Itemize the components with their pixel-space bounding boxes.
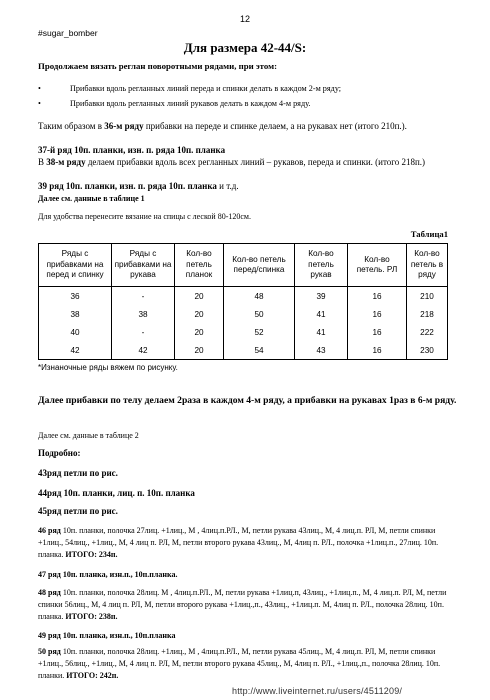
row-45: 45ряд петли по рис. <box>38 506 118 516</box>
author-tag: #sugar_bomber <box>38 28 98 38</box>
body-increase-text: Далее прибавки по телу делаем 2раза в каждом 4-м ряду, а прибавки на рукавах 1раз в 6-м ряду. <box>38 395 457 406</box>
row-50: 50 ряд 10п. планки, полочка 28лиц. +1лиц., М , 4лиц.п.РЛ., М, петли рукава 45лиц., М, 4 лиц.п. РЛ, М, петли спинки +1лиц., 56лиц., +1лиц., М, 4 лиц п. РЛ, М, петли второго рукава 45лиц., М, 4лиц п. РЛ., +1лиц.,п., полочка 28лиц. 10п. планки. ИТОГО: 242п. <box>38 647 441 680</box>
table-cell: 20 <box>175 323 224 341</box>
table-header: Кол-во петель перед/спинка <box>224 244 295 287</box>
bullet-icon: • <box>38 99 41 108</box>
table-header: Ряды с прибавками на рукава <box>112 244 175 287</box>
table-cell: 20 <box>175 341 224 360</box>
needles-note: Для удобства перенесите вязание на спицы с леской 80-120см. <box>38 212 251 221</box>
table-header: Кол-во петель рукав <box>295 244 348 287</box>
table-header: Кол-во петель планок <box>175 244 224 287</box>
row-46: 46 ряд 10п. планки, полочка 27лиц. +1лиц., М , 4лиц.п.РЛ., М, петли рукава 43лиц., М, 4 лиц.п. РЛ, М, петли спинки +1лиц., 54лиц., +1лиц., М, 4 лиц п. РЛ, М, петли второго рукава 43лиц., М, 4лиц п. РЛ., полочка +1лиц.п., 27лиц. 10п. планка. ИТОГО: 234п. <box>38 526 439 559</box>
table-cell: 16 <box>348 287 407 306</box>
table-cell: 230 <box>407 341 448 360</box>
table-cell: 52 <box>224 323 295 341</box>
table-row <box>39 305 448 323</box>
table-cell: 16 <box>348 305 407 323</box>
table-cell: 16 <box>348 341 407 360</box>
table-cell: 41 <box>295 323 348 341</box>
table-cell: 222 <box>407 323 448 341</box>
next-table1-note: Далее см. данные в таблице 1 <box>38 194 145 203</box>
table-cell: 42 <box>112 341 175 360</box>
table-header: Кол-во петель в ряду <box>407 244 448 287</box>
table-cell: 20 <box>175 305 224 323</box>
row-49: 49 ряд 10п. планка, изн.п., 10п.планка <box>38 631 176 640</box>
page-title: Для размера 42-44/S: <box>183 40 307 55</box>
row-47: 47 ряд 10п. планка, изн.п., 10п.планка. <box>38 570 178 579</box>
table-cell: 36 <box>39 287 112 306</box>
table-cell: 54 <box>224 341 295 360</box>
table-cell: 38 <box>112 305 175 323</box>
row-37: 37-й ряд 10п. планки, изн. п. ряда 10п. планка <box>38 145 226 155</box>
table-header-row <box>39 244 448 287</box>
row-48: 48 ряд 10п. планки, полочка 28лиц. М , 4лиц.п.РЛ., М, петли рукава +1лиц.п, 43лиц., +1лиц.п., М, 4 лиц.п. РЛ, М, петли спинки 56лиц., М, 4 лиц п. РЛ, М, петли второго рукава +1лиц.,п., 43лиц., +1лиц.п. М, 4лиц п. РЛ., полочка 28лиц. 10п. планка. ИТОГО: 238п. <box>38 588 447 621</box>
table-cell: 43 <box>295 341 348 360</box>
table-cell: 38 <box>39 305 112 323</box>
table-cell: 40 <box>39 323 112 341</box>
table-cell: - <box>112 287 175 306</box>
table-cell: 16 <box>348 323 407 341</box>
table-header: Ряды с прибавками на перед и спинку <box>39 244 112 287</box>
watermark-url: http://www.liveinternet.ru/users/4511209/ <box>232 686 403 696</box>
table-cell: 48 <box>224 287 295 306</box>
table-cell: 39 <box>295 287 348 306</box>
row-44: 44ряд 10п. планки, лиц. п. 10п. планка <box>38 488 195 498</box>
detail-heading: Подробно: <box>38 448 81 458</box>
row-43: 43ряд петли по рис. <box>38 468 118 478</box>
purl-note: *Изнаночные ряды вяжем по рисунку. <box>38 363 178 372</box>
bullet-icon: • <box>38 84 41 93</box>
table-cell: 41 <box>295 305 348 323</box>
table-caption: Таблица1 <box>410 229 448 239</box>
table-cell: 20 <box>175 287 224 306</box>
table-cell: 42 <box>39 341 112 360</box>
paragraph-36: Таким образом в 36-м ряду прибавки на переде и спинке делаем, а на рукавах нет (итого 210п.). <box>38 121 407 131</box>
table-header: Кол-во петель. РЛ <box>348 244 407 287</box>
next-table2-note: Далее см. данные в таблице 2 <box>38 431 139 440</box>
table-row <box>39 341 448 360</box>
bullet-text: Прибавки вдоль регланных линий переда и спинки делать в каждом 2-м ряду; <box>70 84 342 93</box>
table-row <box>39 323 448 341</box>
row-39: 39 ряд 10п. планки, изн. п. ряда 10п. планка и т.д. <box>38 181 239 191</box>
table-cell: 50 <box>224 305 295 323</box>
data-table <box>38 243 448 360</box>
bullet-text: Прибавки вдоль регланных линий рукавов делать в каждом 4-м ряду. <box>70 99 311 108</box>
table-row <box>39 287 448 306</box>
table-cell: 210 <box>407 287 448 306</box>
table-cell: - <box>112 323 175 341</box>
intro-text: Продолжаем вязать реглан поворотными рядами, при этом: <box>38 61 278 71</box>
table-cell: 218 <box>407 305 448 323</box>
page-number: 12 <box>239 14 250 24</box>
paragraph-38: В 38-м ряду делаем прибавки вдоль всех регланных линий – рукавов, переда и спинки. (итого 218п.) <box>38 157 426 167</box>
